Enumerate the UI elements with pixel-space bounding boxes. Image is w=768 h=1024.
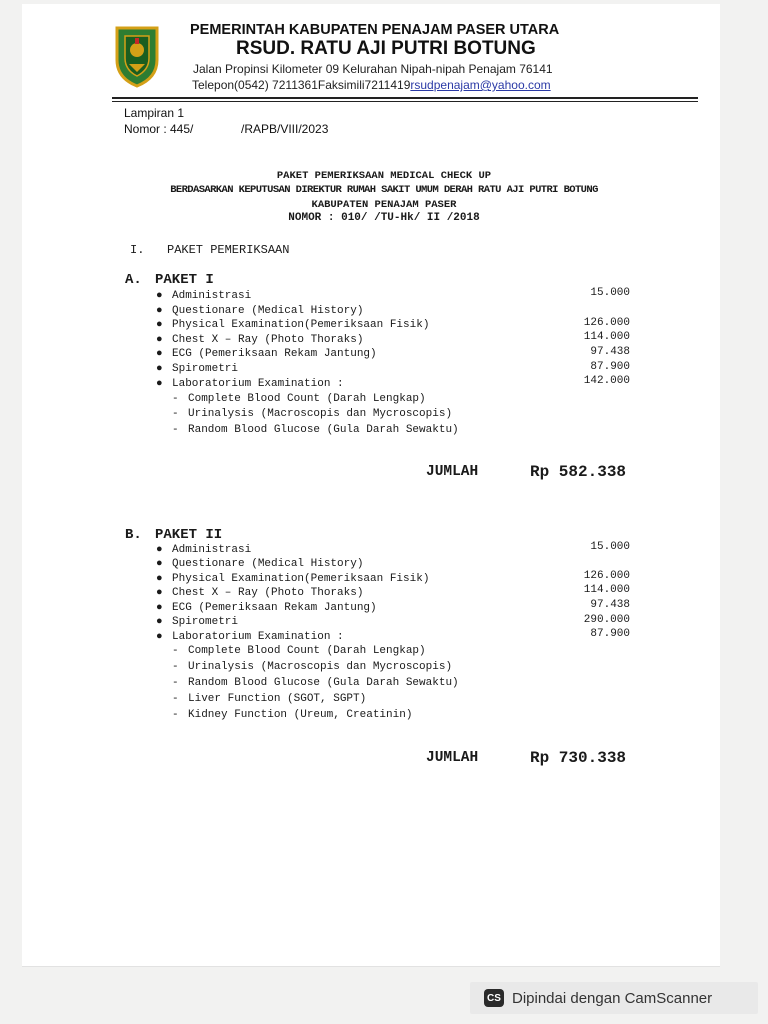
price-value: 15.000	[590, 541, 630, 553]
section-number: I.	[130, 243, 145, 257]
total-label: JUMLAH	[426, 750, 479, 766]
doc-title-basis: BERDASARKAN KEPUTUSAN DIREKTUR RUMAH SAKIT UMUM DERAH RATU AJI PUTRI BOTUNG	[170, 184, 598, 196]
bullet-icon: ●	[156, 290, 163, 302]
price-value: 87.900	[590, 361, 630, 373]
price-value: 290.000	[583, 614, 630, 626]
letterhead-government: PEMERINTAH KABUPATEN PENAJAM PASER UTARA	[190, 22, 560, 38]
price-value: 126.000	[583, 317, 630, 329]
price-value: 87.900	[590, 628, 630, 640]
package-subitem: - Kidney Function (Ureum, Creatinin)	[172, 709, 413, 721]
price-value: 15.000	[590, 287, 630, 299]
bullet-icon: ●	[156, 573, 163, 585]
package-item: ● Laboratorium Examination :	[156, 631, 344, 643]
letterhead-divider-thick	[112, 97, 698, 99]
bullet-icon: ●	[156, 348, 163, 360]
bullet-icon: ●	[156, 616, 163, 628]
package-subitem: - Urinalysis (Macroscopis dan Mycroscopis)	[172, 661, 453, 673]
attachment-label: Lampiran 1	[124, 106, 185, 120]
doc-title-regency: KABUPATEN PENAJAM PASER	[311, 199, 457, 211]
package-item: ● Spirometri	[156, 363, 239, 375]
section-heading: PAKET PEMERIKSAAN	[167, 243, 290, 257]
package-subitem: - Random Blood Glucose (Gula Darah Sewaktu)	[172, 677, 459, 689]
price-value: 97.438	[590, 346, 630, 358]
package-item: ● ECG (Pemeriksaan Rekam Jantung)	[156, 348, 377, 360]
bullet-icon: ●	[156, 544, 163, 556]
bullet-icon: ●	[156, 334, 163, 346]
letterhead-phone: Telepon(0542) 7211361Faksimili7211419	[192, 78, 411, 92]
package-name: PAKET II	[155, 527, 223, 543]
total-value: Rp 730.338	[530, 749, 627, 767]
bullet-icon: ●	[156, 305, 163, 317]
doc-title-decree-number: NOMOR : 010/ /TU-Hk/ II /2018	[288, 212, 480, 224]
bullet-icon: ●	[156, 602, 163, 614]
package-item: ● Spirometri	[156, 616, 239, 628]
bullet-icon: ●	[156, 587, 163, 599]
price-value: 114.000	[583, 331, 630, 343]
package-subitem: - Complete Blood Count (Darah Lengkap)	[172, 393, 426, 405]
package-subitem: - Liver Function (SGOT, SGPT)	[172, 693, 367, 705]
package-letter: A.	[125, 272, 142, 288]
letterhead-divider-thin	[112, 101, 698, 102]
total-value: Rp 582.338	[530, 463, 627, 481]
total-label: JUMLAH	[426, 464, 479, 480]
letterhead-hospital-name: RSUD. RATU AJI PUTRI BOTUNG	[236, 38, 536, 59]
price-value: 97.438	[590, 599, 630, 611]
package-item: ● Chest X – Ray (Photo Thoraks)	[156, 587, 364, 599]
camscanner-watermark	[470, 982, 758, 1014]
letterhead-address: Jalan Propinsi Kilometer 09 Kelurahan Nipah-nipah Penajam 76141	[193, 62, 553, 76]
package-item: ● Administrasi	[156, 544, 252, 556]
bullet-icon: ●	[156, 363, 163, 375]
package-item: ● Questionare (Medical History)	[156, 305, 364, 317]
package-item: ● Questionare (Medical History)	[156, 558, 364, 570]
package-item: ● Physical Examination(Pemeriksaan Fisik)	[156, 573, 430, 585]
letterhead-contact	[192, 78, 551, 92]
bullet-icon: ●	[156, 378, 163, 390]
package-item: ● Chest X – Ray (Photo Thoraks)	[156, 334, 364, 346]
bullet-icon: ●	[156, 319, 163, 331]
doc-title: PAKET PEMERIKSAAN MEDICAL CHECK UP	[276, 170, 492, 182]
camscanner-logo-icon: CS	[484, 989, 504, 1007]
camscanner-label: Dipindai dengan CamScanner	[512, 989, 713, 1007]
bullet-icon: ●	[156, 631, 163, 643]
package-item: ● Administrasi	[156, 290, 252, 302]
letterhead-email-link[interactable]: rsudpenajam@yahoo.com	[410, 78, 551, 92]
package-item: ● Physical Examination(Pemeriksaan Fisik)	[156, 319, 430, 331]
package-subitem: - Complete Blood Count (Darah Lengkap)	[172, 645, 426, 657]
reference-code: /RAPB/VIII/2023	[241, 122, 329, 136]
package-letter: B.	[125, 527, 142, 543]
package-subitem: - Urinalysis (Macroscopis dan Mycroscopis)	[172, 408, 453, 420]
package-item: ● Laboratorium Examination :	[156, 378, 344, 390]
package-subitem: - Random Blood Glucose (Gula Darah Sewaktu)	[172, 424, 459, 436]
price-value: 114.000	[583, 584, 630, 596]
price-value: 142.000	[583, 375, 630, 387]
bullet-icon: ●	[156, 558, 163, 570]
regency-emblem-logo	[113, 24, 161, 88]
document-page	[22, 4, 720, 967]
price-value: 126.000	[583, 570, 630, 582]
package-item: ● ECG (Pemeriksaan Rekam Jantung)	[156, 602, 377, 614]
package-name: PAKET I	[155, 272, 214, 288]
reference-number: Nomor : 445/	[124, 122, 194, 136]
